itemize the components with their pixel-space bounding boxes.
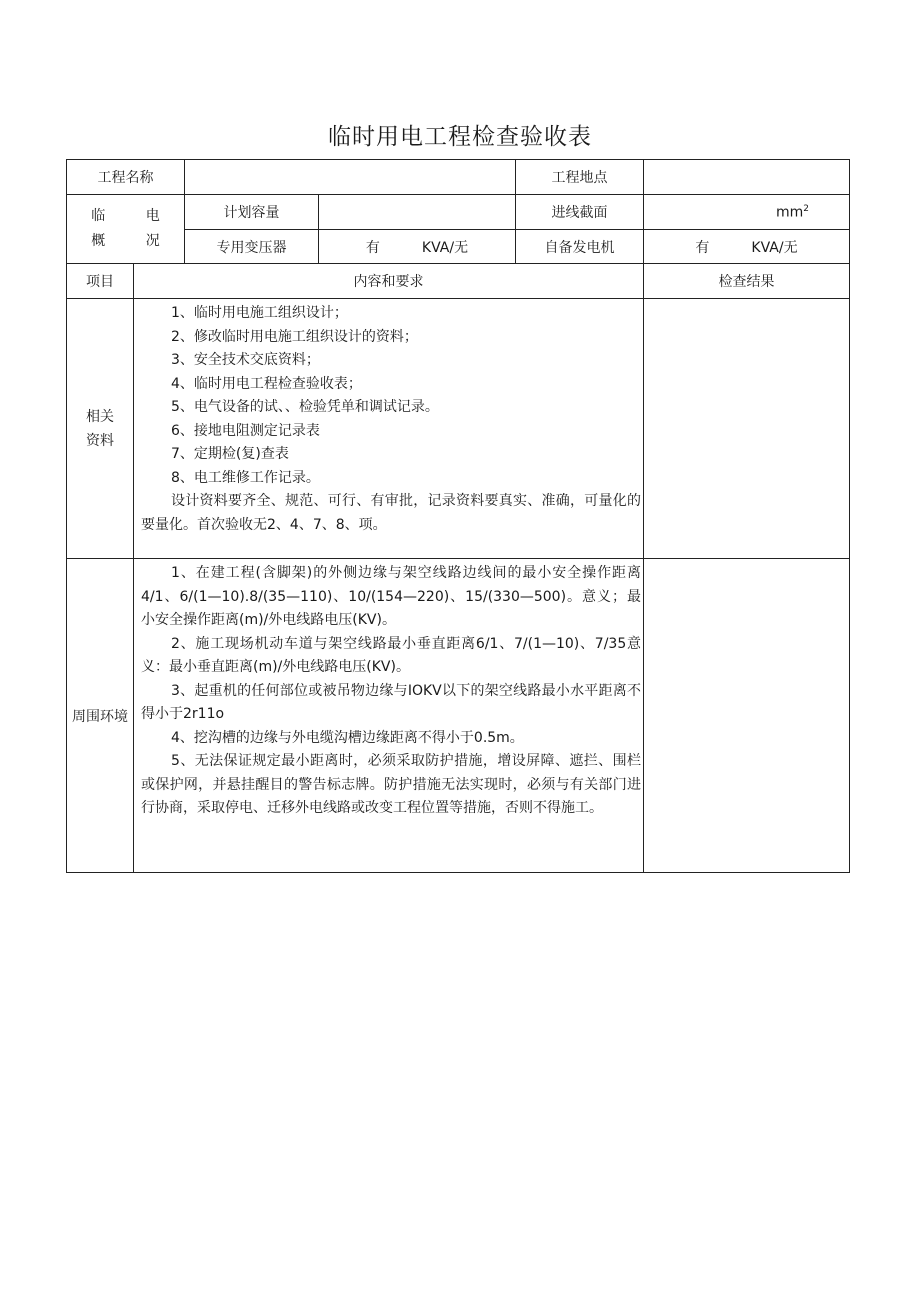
list-item: 8、电工维修工作记录。 [171,469,320,486]
page-title: 临时用电工程检查验收表 [328,124,592,150]
column-header-result: 检查结果 [644,264,850,299]
incoming-section-field[interactable] [644,195,850,230]
section-label-documents-line1: 相关 [86,408,114,425]
power-overview-label [67,195,185,264]
list-item: 5、电气设备的试、、检验凭单和调试记录。 [171,399,439,415]
section-row-environment [67,559,850,873]
section-result-documents[interactable] [644,299,850,559]
inspection-table [66,159,850,873]
transformer-field[interactable]: 有 KVA/无 [319,230,516,264]
list-item: 2、修改临时用电施工组织设计的资料； [171,328,418,345]
column-header-item: 项目 [67,264,134,299]
requirement-note: 设计资料要齐全、规范、可行、有审批，记录资料要真实、准确，可量化的要量化。首次验收无2、4、7、8、项。 [141,493,641,533]
list-item: 6、接地电阻测定记录表 [171,422,320,439]
project-name-field[interactable] [185,160,516,195]
list-item: 3、起重机的任何部位或被吊物边缘与IOKV以下的架空线路最小水平距离不得小于2r11o [141,682,641,722]
planned-capacity-label: 计划容量 [185,195,319,230]
list-item: 4、挖沟槽的边缘与外电缆沟槽边缘距离不得小于0.5m。 [171,729,524,746]
list-item: 5、无法保证规定最小距离时，必须采取防护措施，增设屏障、遮拦、围栏或保护网，并悬挂醒目的警告标志牌。防护措施无法实现时，必须与有关部门进行协商，采取停电、迁移外电线路或改变工程位置等措施，否则不得施工。 [141,753,641,816]
section-content-documents [134,299,644,559]
incoming-section-unit: mm [775,204,804,221]
incoming-section-unit-sup: 2 [803,203,809,214]
list-item: 1、在建工程(含脚架)的外侧边缘与架空线路边线间的最小安全操作距离4/1、6/(1—10).8/(35—110)、10/(154—220)、15/(330—500)。意义；最小安全操作距离(m)/外电线路电压(KV)。 [141,565,641,628]
project-location-label: 工程地点 [516,160,644,195]
generator-field[interactable]: 有 KVA/无 [644,230,850,264]
project-name-label: 工程名称 [67,160,185,195]
power-overview-label-line2: 概 况 [91,233,178,249]
section-label-documents [67,299,134,559]
list-item: 7、定期检(复)查表 [171,446,289,462]
list-item: 1、临时用电施工组织设计； [171,305,348,321]
power-overview-label-line1: 临 电 [91,208,178,224]
section-result-environment[interactable] [644,559,850,873]
project-info-row [67,160,850,195]
section-content-environment [134,559,644,873]
column-header-row [67,264,850,299]
project-location-field[interactable] [644,160,850,195]
list-item: 4、临时用电工程检查验收表； [171,375,362,392]
equipment-row [67,230,850,264]
capacity-row [67,195,850,230]
section-label-documents-line2: 资料 [86,432,114,449]
incoming-section-label: 进线截面 [516,195,644,230]
section-row-documents [67,299,850,559]
list-item: 3、安全技术交底资料； [171,352,320,368]
generator-label: 自备发电机 [516,230,644,264]
planned-capacity-field[interactable] [319,195,516,230]
list-item: 2、施工现场机动车道与架空线路最小垂直距离6/1、7/(1—10)、7/35意义：最小垂直距离(m)/外电线路电压(KV)。 [141,635,641,675]
section-label-environment: 周围环境 [67,559,134,873]
column-header-content: 内容和要求 [134,264,644,299]
transformer-label: 专用变压器 [185,230,319,264]
